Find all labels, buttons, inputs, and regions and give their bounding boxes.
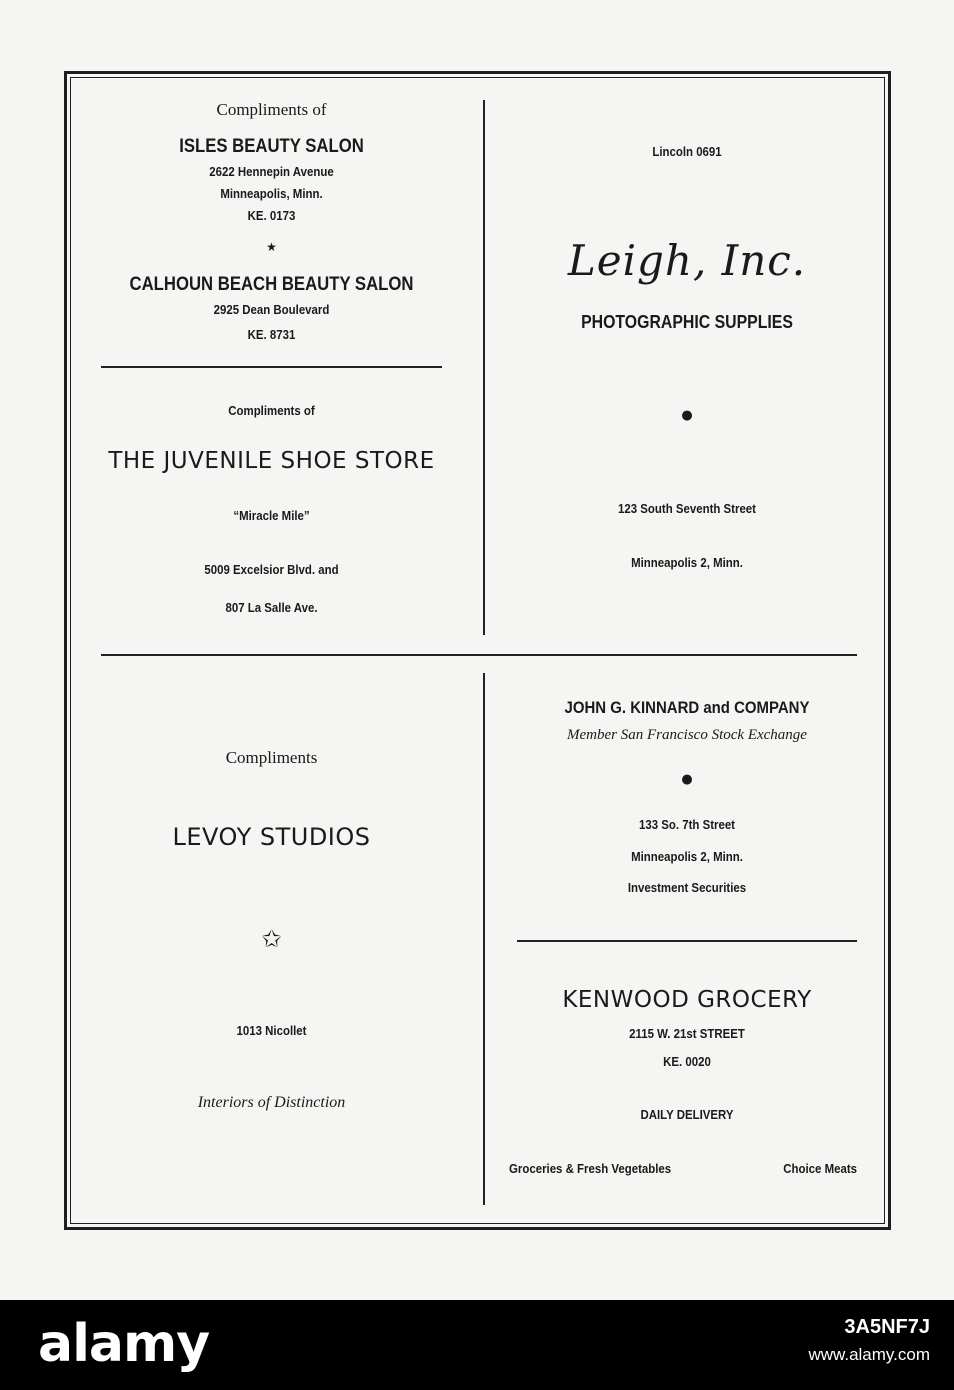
stock-url: www.alamy.com xyxy=(808,1345,930,1364)
levoy-tagline: Interiors of Distinction xyxy=(197,1094,346,1111)
isles-city: Minneapolis, Minn. xyxy=(220,186,323,201)
leigh-city: Minneapolis 2, Minn. xyxy=(631,555,743,570)
bullet-icon: ● xyxy=(681,408,693,423)
juvenile-name: THE JUVENILE SHOE STORE xyxy=(108,448,435,474)
calhoun-name: CALHOUN BEACH BEAUTY SALON xyxy=(129,274,414,295)
divider-top-vertical xyxy=(483,100,485,635)
juvenile-compliments: Compliments of xyxy=(228,403,315,418)
kinnard-name: JOHN G. KINNARD and COMPANY xyxy=(564,698,810,717)
kenwood-phone: KE. 0020 xyxy=(663,1054,711,1069)
leigh-logo-script: Leigh, Inc. xyxy=(567,236,807,285)
leigh-phone: Lincoln 0691 xyxy=(652,144,722,159)
calhoun-phone: KE. 8731 xyxy=(247,327,296,342)
juvenile-tagline: “Miracle Mile” xyxy=(233,508,310,523)
bullet-icon: ● xyxy=(681,772,693,787)
isles-name: ISLES BEAUTY SALON xyxy=(179,136,364,157)
levoy-compliments: Compliments xyxy=(225,748,318,767)
divider-bottom-vertical xyxy=(483,673,485,1205)
juvenile-address-1: 5009 Excelsior Blvd. and xyxy=(204,562,339,577)
leigh-address: 123 South Seventh Street xyxy=(618,501,756,516)
kinnard-service: Investment Securities xyxy=(627,880,747,895)
kinnard-address: 133 So. 7th Street xyxy=(638,817,736,832)
ad-kenwood-grocery xyxy=(509,0,857,1230)
leigh-subtitle: PHOTOGRAPHIC SUPPLIES xyxy=(581,312,793,332)
outline-star-icon: ✩ xyxy=(261,925,282,953)
isles-phone: KE. 0173 xyxy=(247,208,296,223)
kinnard-city: Minneapolis 2, Minn. xyxy=(631,849,743,864)
stock-image-id: 3A5NF7J xyxy=(844,1316,930,1338)
isles-address: 2622 Hennepin Avenue xyxy=(209,164,334,179)
alamy-logo: alamy xyxy=(38,1314,210,1374)
star-separator-icon: ★ xyxy=(266,240,277,254)
kenwood-right-note: Choice Meats xyxy=(783,1161,857,1176)
levoy-name: LEVOY STUDIOS xyxy=(172,823,371,851)
kinnard-membership: Member San Francisco Stock Exchange xyxy=(567,727,807,743)
kenwood-address: 2115 W. 21st STREET xyxy=(629,1026,745,1041)
juvenile-address-2: 807 La Salle Ave. xyxy=(225,600,318,615)
isles-compliments: Compliments of xyxy=(216,100,327,119)
levoy-address: 1013 Nicollet xyxy=(236,1023,307,1038)
kenwood-delivery: DAILY DELIVERY xyxy=(640,1107,734,1122)
kenwood-left-note: Groceries & Fresh Vegetables xyxy=(509,1161,672,1176)
ad-levoy-studios xyxy=(101,0,442,1230)
calhoun-address: 2925 Dean Boulevard xyxy=(213,302,330,317)
kenwood-name: KENWOOD GROCERY xyxy=(562,987,812,1013)
